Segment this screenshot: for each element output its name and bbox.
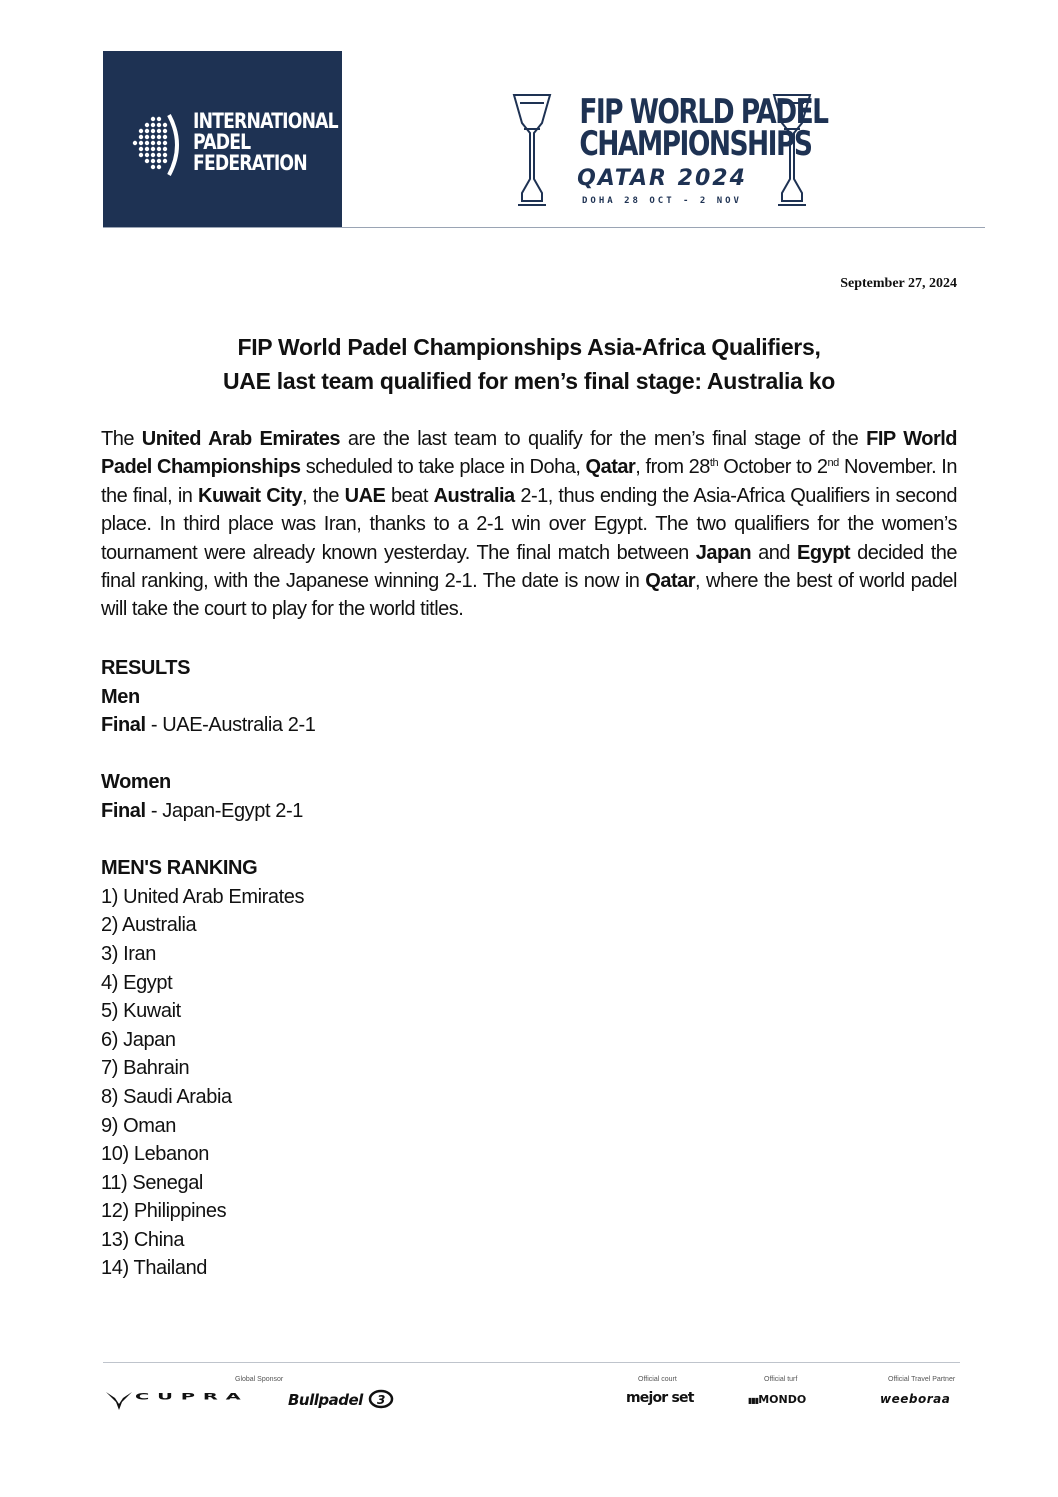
body-text-span: , where the best of world padel will take the court to play for the world titles. [101,570,958,621]
final-score: - Japan-Egypt 2-1 [145,799,304,822]
body-bold-span: Qatar [645,570,696,593]
cupra-logo [105,1388,250,1414]
body-text-span: , the [302,484,345,507]
final-score: - UAE-Australia 2-1 [145,714,316,737]
cupra-wordmark: CUPRA [135,1391,249,1402]
federation-name-line: INTERNATIONAL [193,109,338,133]
ranking-heading-text: MEN'S RANKING [101,857,258,880]
ranking-item: 2) Australia [101,914,197,937]
results-section [101,654,316,1283]
svg-text:3: 3 [376,1393,385,1407]
federation-name-line: FEDERATION [193,151,307,175]
press-release-date: September 27, 2024 [840,276,957,291]
ranking-item: 1) United Arab Emirates [101,885,305,908]
championship-title [556,92,828,164]
championship-title-line: CHAMPIONSHIPS [579,124,812,164]
ranking-item: 11) Senegal [101,1171,203,1194]
championship-title-line: FIP WORLD PADEL [579,92,828,132]
ranking-item: 9) Oman [101,1114,177,1137]
body-bold-span: Japan [695,541,752,564]
ranking-item: 6) Japan [101,1028,176,1051]
weeboraa-logo: weeboraa [880,1392,951,1406]
men-label [101,683,316,712]
mondo-logo [748,1393,806,1406]
ranking-item: 12) Philippines [101,1200,227,1223]
women-label [101,768,316,797]
ranking-item: 3) Iran [101,942,157,965]
body-text-span: are the last team to qualify for the men’s final stage of the [340,428,867,450]
body-bold-span: UAE [344,484,386,507]
final-label: Final [101,799,146,822]
body-text-span: 2-1, thus ending the Asia-Africa Qualifiers in second place. In third place was Iran, thanks to a 2-1 win over Egypt. The two qualifiers for the women’s tournament were already known yesterday. The final match between [101,484,958,564]
ranking-item: 7) Bahrain [101,1057,190,1080]
ranking-item: 14) Thailand [101,1257,208,1280]
official-court-label: Official court [638,1376,677,1383]
headline-line-2: UAE last team qualified for men’s final stage: Australia ko [223,368,835,394]
mondo-wordmark: MONDO [758,1393,807,1406]
ranking-item: 13) China [101,1228,185,1251]
federation-name-line: PADEL [193,130,251,154]
spacer [101,740,316,769]
ranking-item: 8) Saudi Arabia [101,1085,232,1108]
headline [101,330,957,398]
ranking-item: 5) Kuwait [101,1000,181,1023]
body-text-span: scheduled to take place in Doha, [300,456,586,479]
bullpadel-wordmark: Bullpadel [288,1391,363,1409]
body-paragraph [101,425,957,624]
body-bold-span: Australia [433,484,515,507]
ranking-item: 4) Egypt [101,971,173,994]
ranking-heading [101,854,316,883]
body-text-span: , from 28 [635,456,710,479]
federation-name [193,111,338,174]
body-text-span: decided the final ranking, with the Japanese winning 2-1. The date is now in [101,541,958,593]
padel-federation-mark-icon [129,113,185,177]
body-bold-span: United Arab Emirates [141,428,340,450]
championship-dates: DOHA 28 OCT - 2 NOV [582,196,742,206]
footer-divider [103,1362,960,1363]
body-text-span: November. In the final, in [101,456,957,507]
official-travel-label: Official Travel Partner [888,1376,956,1383]
ranking-item: 10) Lebanon [101,1143,209,1166]
bullpadel-logo [288,1389,394,1409]
championship-subtitle: QATAR 2024 [577,166,747,191]
body-bold-span: Egypt [797,541,851,564]
body-bold-span: Kuwait City [198,484,303,507]
body-bold-span: FIP World Padel Championships [101,428,957,479]
body-text-span: beat [385,484,434,507]
women-final-result [101,797,316,826]
results-heading [101,654,316,683]
body-bold-span: Qatar [585,456,636,479]
spacer [101,826,316,855]
ordinal-suffix: th [709,457,719,470]
headline-line-1: FIP World Padel Championships Asia-Africa Qualifiers, [237,334,821,360]
cupra-emblem-icon [105,1388,133,1412]
mejorset-logo: mejor set [626,1390,694,1406]
body-text-span: The [101,428,142,450]
women-label-text: Women [101,771,171,794]
body-text-span: and [751,541,798,564]
fip-logo-block [103,51,342,228]
mondo-bars-icon: ▮▮▮ [748,1396,759,1405]
final-label: Final [101,714,146,737]
official-turf-label: Official turf [764,1376,798,1383]
results-heading-text: RESULTS [101,657,191,679]
global-sponsor-label: Global Sponsor [235,1376,284,1383]
header-divider [103,227,985,228]
men-final-result [101,711,316,740]
bullpadel-emblem-icon [368,1389,394,1409]
ordinal-suffix: nd [827,457,839,470]
body-text-span: October to 2 [718,456,828,479]
men-label-text: Men [101,685,140,708]
